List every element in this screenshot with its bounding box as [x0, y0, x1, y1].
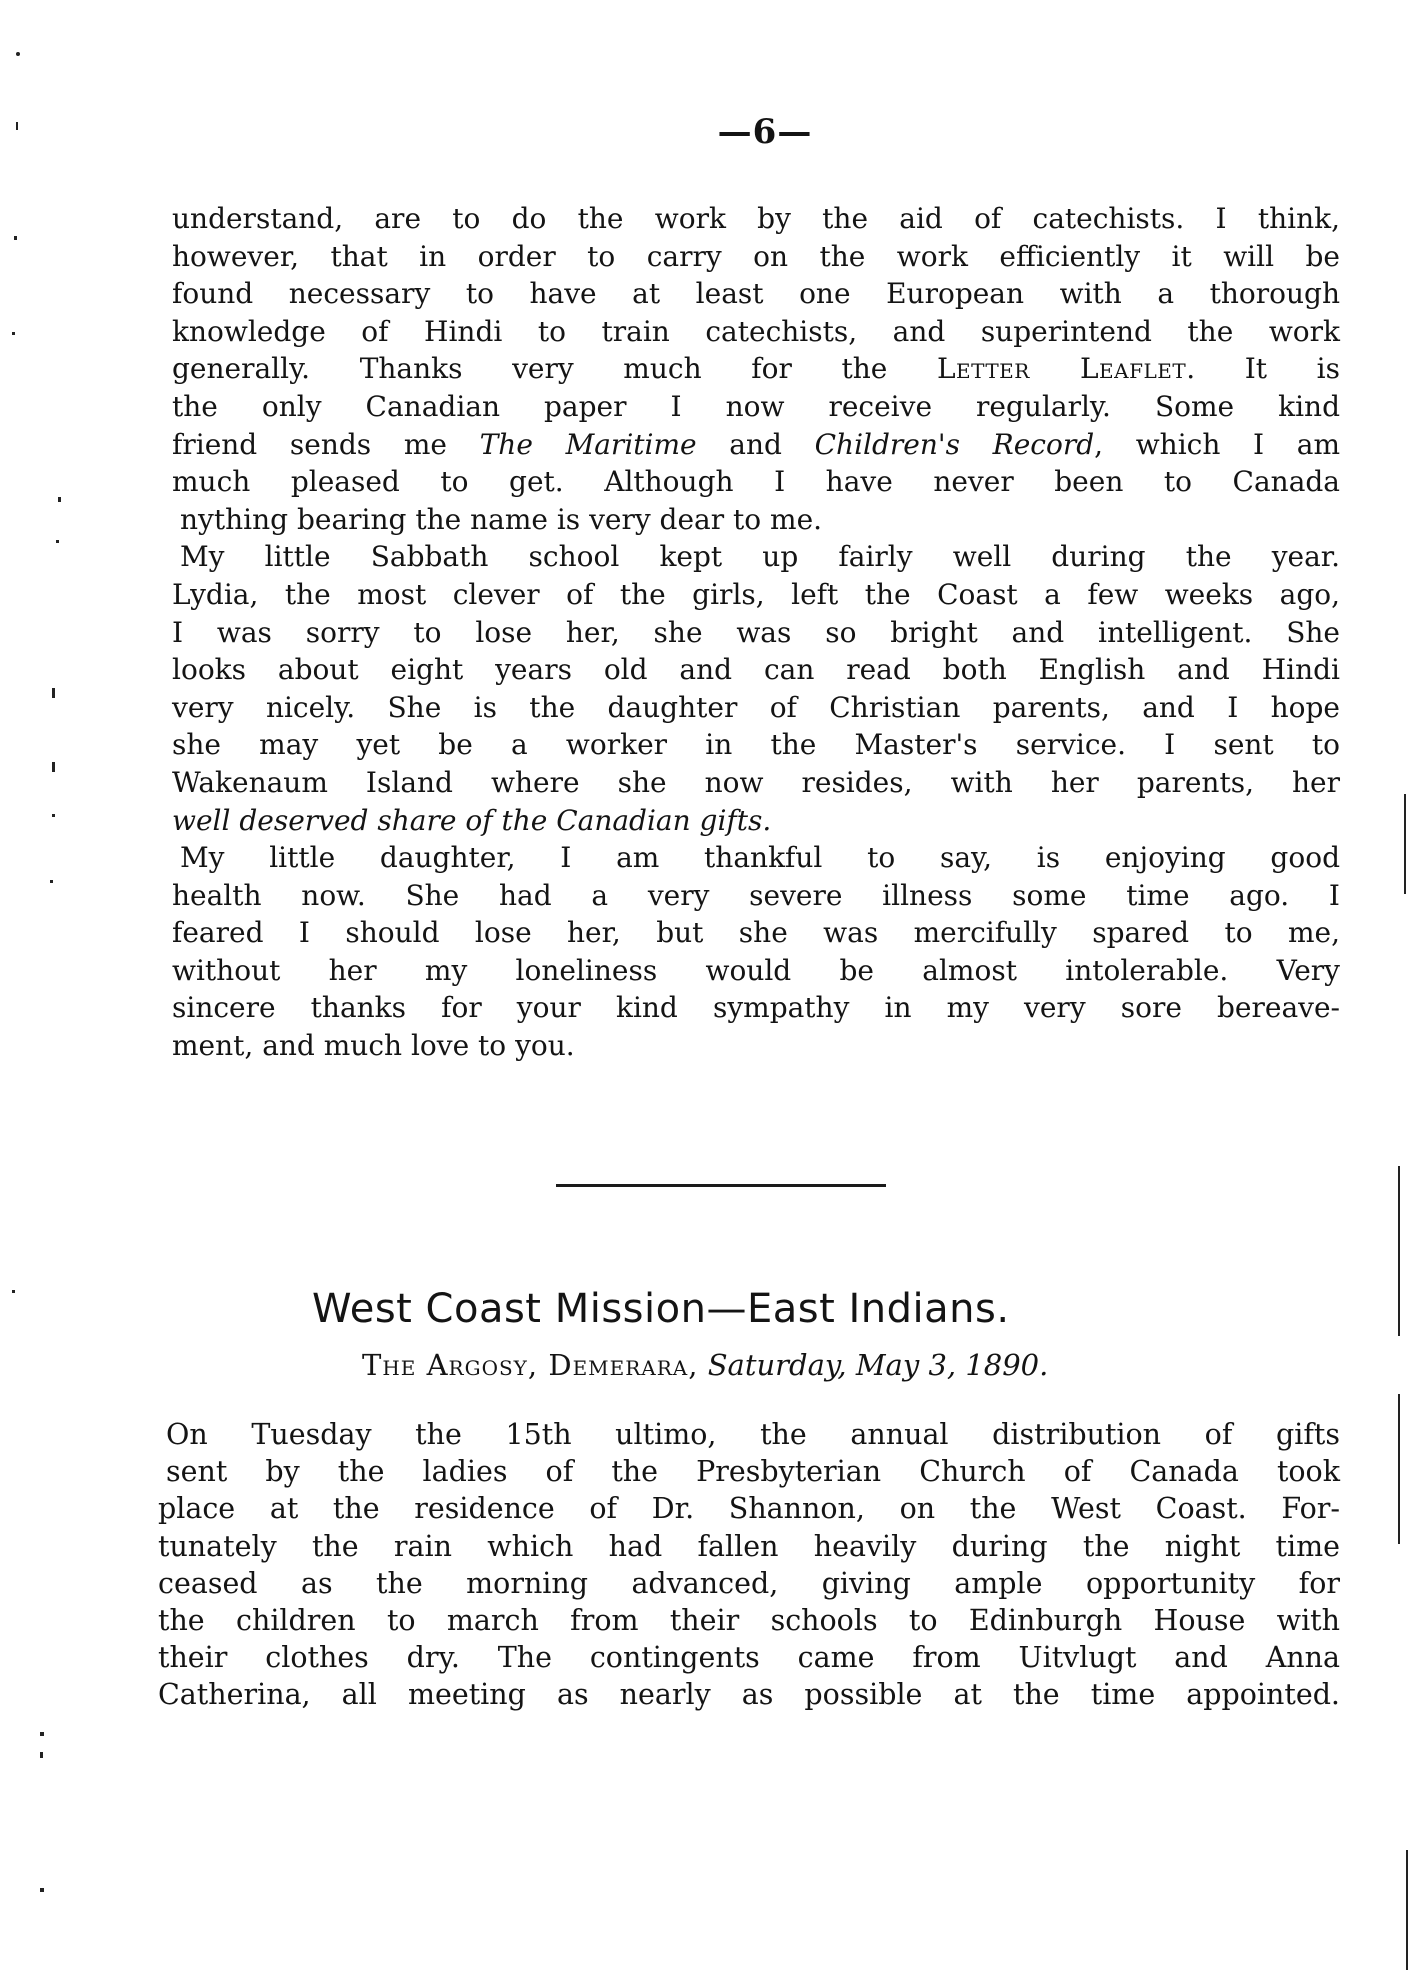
- letter-line: ment, and much love to you.: [172, 1029, 575, 1063]
- letter-line: understand, are to do the work by the aid of catechists. I think,: [172, 202, 1340, 235]
- letter-line-periodicals: friend sends me The Maritime and Children's Record, which I am: [172, 427, 1341, 461]
- scan-speck: [52, 688, 55, 698]
- scan-speck: [58, 497, 61, 502]
- article-line: the children to march from their schools to Edinburgh House with: [158, 1603, 1340, 1637]
- article-line: their clothes dry. The contingents came from Uitvlugt and Anna: [158, 1641, 1340, 1675]
- letter-line: My little daughter, I am thankful to say, is enjoying good: [180, 841, 1340, 875]
- scan-speck: [1406, 1850, 1408, 1970]
- scan-speck: [16, 52, 20, 56]
- article-line: place at the residence of Dr. Shannon, on the West Coast. For-: [158, 1492, 1340, 1526]
- letter-line: much pleased to get. Although I have never been to Canada: [172, 465, 1340, 499]
- letter-line: Wakenaum Island where she now resides, with her parents, her: [172, 765, 1340, 799]
- letter-line-leaflet: generally. Thanks very much for the Letter Leaflet. It is: [172, 352, 1340, 386]
- letter-line: sincere thanks for your kind sympathy in my very sore bereave-: [172, 991, 1340, 1025]
- letter-line: feared I should lose her, but she was mercifully spared to me,: [172, 916, 1340, 950]
- letter-line: well deserved share of the Canadian gifts.: [172, 803, 772, 837]
- letter-line: without her my loneliness would be almost intolerable. Very: [172, 953, 1340, 987]
- scan-speck: [40, 1752, 43, 1758]
- dateline-publication: The Argosy, Demerara,: [362, 1348, 699, 1382]
- section-divider: [556, 1184, 886, 1187]
- scan-speck: [56, 540, 59, 543]
- article-body: [158, 1416, 1340, 1714]
- article-line: On Tuesday the 15th ultimo, the annual distribution of gifts: [166, 1418, 1340, 1451]
- scan-speck: [12, 332, 15, 335]
- letter-line: nything bearing the name is very dear to me.: [180, 502, 823, 536]
- page-number: —6—: [717, 112, 813, 152]
- letter-body: [172, 200, 1340, 1065]
- article-line: sent by the ladies of the Presbyterian Church of Canada took: [166, 1455, 1340, 1489]
- scan-speck: [50, 880, 53, 883]
- letter-line: knowledge of Hindi to train catechists, and superintend the work: [172, 314, 1340, 348]
- letter-line: very nicely. She is the daughter of Christian parents, and I hope: [172, 690, 1340, 724]
- section-title: West Coast Mission—East Indians.: [312, 1286, 1010, 1332]
- scan-speck: [1398, 1166, 1400, 1336]
- dateline-date: Saturday, May 3, 1890.: [707, 1348, 1049, 1382]
- childrens-record-title: Children's Record: [814, 427, 1095, 461]
- dateline: [362, 1348, 1048, 1382]
- letter-line: looks about eight years old and can read both English and Hindi: [172, 653, 1340, 687]
- letter-line: My little Sabbath school kept up fairly well during the year.: [180, 540, 1340, 574]
- scan-speck: [40, 1888, 44, 1892]
- scan-speck: [16, 122, 18, 130]
- scan-speck: [14, 236, 17, 240]
- letter-line: health now. She had a very severe illness some time ago. I: [172, 878, 1340, 912]
- letter-line: found necessary to have at least one European with a thorough: [172, 277, 1340, 311]
- scan-speck: [40, 1732, 44, 1736]
- article-line: Catherina, all meeting as nearly as possible at the time appointed.: [158, 1678, 1340, 1712]
- scan-speck: [1398, 1394, 1400, 1544]
- letter-line: Lydia, the most clever of the girls, left the Coast a few weeks ago,: [172, 577, 1340, 611]
- scan-speck: [1404, 794, 1406, 894]
- maritime-title: The Maritime: [479, 427, 697, 461]
- letter-line: I was sorry to lose her, she was so bright and intelligent. She: [172, 615, 1340, 649]
- letter-line: the only Canadian paper I now receive regularly. Some kind: [172, 389, 1340, 423]
- scan-speck: [52, 762, 55, 772]
- article-line: tunately the rain which had fallen heavily during the night time: [158, 1529, 1340, 1563]
- letter-line: she may yet be a worker in the Master's service. I sent to: [172, 728, 1340, 762]
- article-line: ceased as the morning advanced, giving ample opportunity for: [158, 1566, 1340, 1600]
- letter-line: however, that in order to carry on the work efficiently it will be: [172, 239, 1340, 273]
- scan-speck: [12, 1290, 15, 1293]
- letter-leaflet-title: Letter Leaflet: [936, 352, 1187, 386]
- scan-speck: [52, 814, 55, 817]
